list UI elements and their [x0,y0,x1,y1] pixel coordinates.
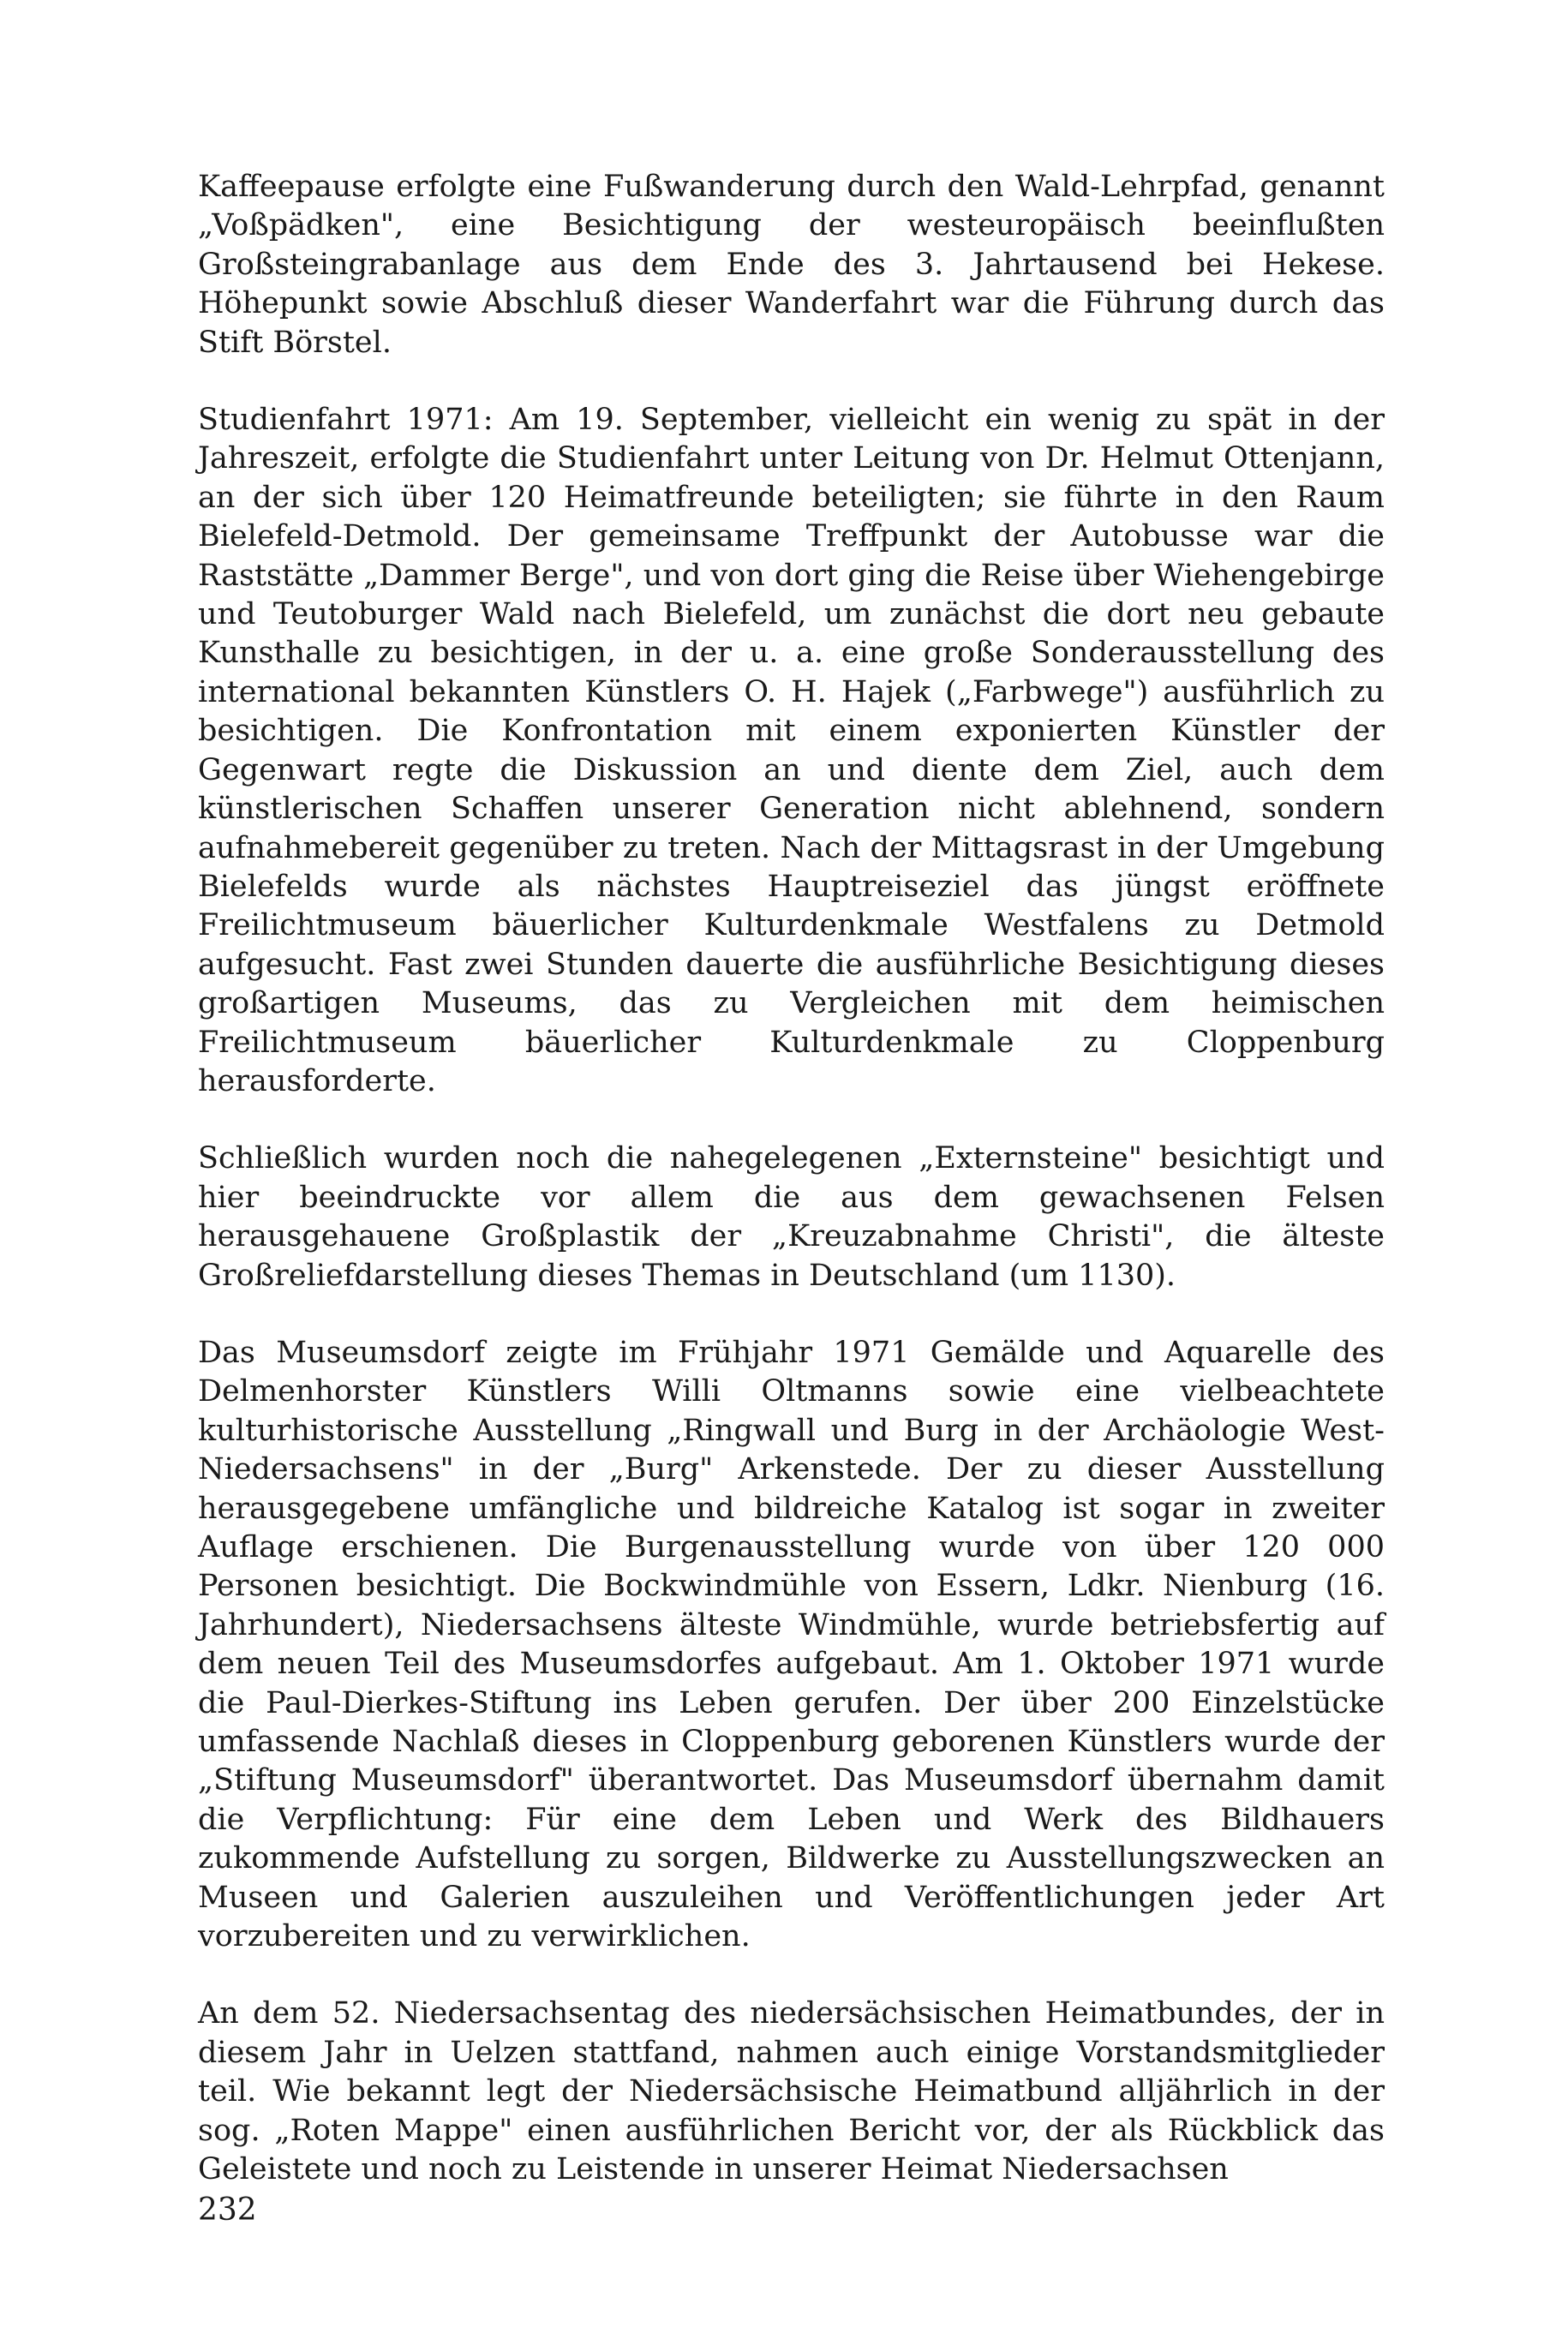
body-text [198,168,1385,2190]
paragraph-niedersachsentag: An dem 52. Niedersachsentag des niedersächsischen Heimatbundes, der in diesem Jahr in Uelzen stattfand, nahmen auch einige Vorstandsmitglieder teil. Wie bekannt legt der Niedersächsische Heimatbund alljährlich in der sog. „Roten Mappe" einen ausführlichen Bericht vor, der als Rückblick das Geleistete und noch zu Leistende in unserer Heimat Niedersachsen [198,1996,1385,2187]
paragraph-museumsdorf: Das Museumsdorf zeigte im Frühjahr 1971 Gemälde und Aquarelle des Delmenhorster Künstlers Willi Oltmanns sowie eine vielbeachtete kulturhistorische Ausstellung „Ringwall und Burg in der Archäologie West-Niedersachsens" in der „Burg" Arkenstede. Der zu dieser Ausstellung herausgegebene umfängliche und bildreiche Katalog ist sogar in zweiter Auflage erschienen. Die Burgenausstellung wurde von über 120 000 Personen besichtigt. Die Bockwindmühle von Essern, Ldkr. Nienburg (16. Jahrhundert), Niedersachsens älteste Windmühle, wurde betriebsfertig auf dem neuen Teil des Museumsdorfes aufgebaut. Am 1. Oktober 1971 wurde die Paul-Dierkes-Stiftung ins Leben gerufen. Der über 200 Einzelstücke umfassende Nachlaß dieses in Cloppenburg geborenen Künstlers wurde der „Stiftung Museumsdorf" überantwortet. Das Museumsdorf übernahm damit die Verpflichtung: Für eine dem Leben und Werk des Bildhauers zukommende Aufstellung zu sorgen, Bildwerke zu Ausstellungszwecken an Museen und Galerien auszuleihen und Veröffentlichungen jeder Art vorzubereiten und zu verwirklichen. [198,1335,1385,1954]
paragraph-studienfahrt-1971: Studienfahrt 1971: Am 19. September, vielleicht ein wenig zu spät in der Jahreszeit, erfolgte die Studienfahrt unter Leitung von Dr. Helmut Ottenjann, an der sich über 120 Heimatfreunde beteiligten; sie führte in den Raum Bielefeld-Detmold. Der gemeinsame Treffpunkt der Autobusse war die Raststätte „Dammer Berge", und von dort ging die Reise über Wiehengebirge und Teutoburger Wald nach Bielefeld, um zunächst die dort neu gebaute Kunsthalle zu besichtigen, in der u. a. eine große Sonderausstellung des international bekannten Künstlers O. H. Hajek („Farbwege") ausführlich zu besichtigen. Die Konfrontation mit einem exponierten Künstler der Gegenwart regte die Diskussion an und diente dem Ziel, auch dem künstlerischen Schaffen unserer Generation nicht ablehnend, sondern aufnahmebereit gegenüber zu treten. Nach der Mittagsrast in der Umgebung Bielefelds wurde als nächstes Hauptreiseziel das jüngst eröffnete Freilichtmuseum bäuerlicher Kulturdenkmale Westfalens zu Detmold aufgesucht. Fast zwei Stunden dauerte die ausführliche Besichtigung dieses großartigen Museums, das zu Vergleichen mit dem heimischen Freilichtmuseum bäuerlicher Kulturdenkmale zu Cloppenburg herausforderte. [198,403,1385,1098]
page-number: 232 [198,2192,257,2228]
paragraph-externsteine: Schließlich wurden noch die nahegelegenen „Externsteine" besichtigt und hier beeindruckte vor allem die aus dem gewachsenen Felsen herausgehauene Großplastik der „Kreuzabnahme Christi", die älteste Großreliefdarstellung dieses Themas in Deutschland (um 1130). [198,1141,1385,1293]
paragraph-kaffeepause: Kaffeepause erfolgte eine Fußwanderung durch den Wald-Lehrpfad, genannt „Voßpädken", eine Besichtigung der westeuropäisch beeinflußten Großsteingrabanlage aus dem Ende des 3. Jahrtausend bei Hekese. Höhepunkt sowie Abschluß dieser Wanderfahrt war die Führung durch das Stift Börstel. [198,170,1385,360]
